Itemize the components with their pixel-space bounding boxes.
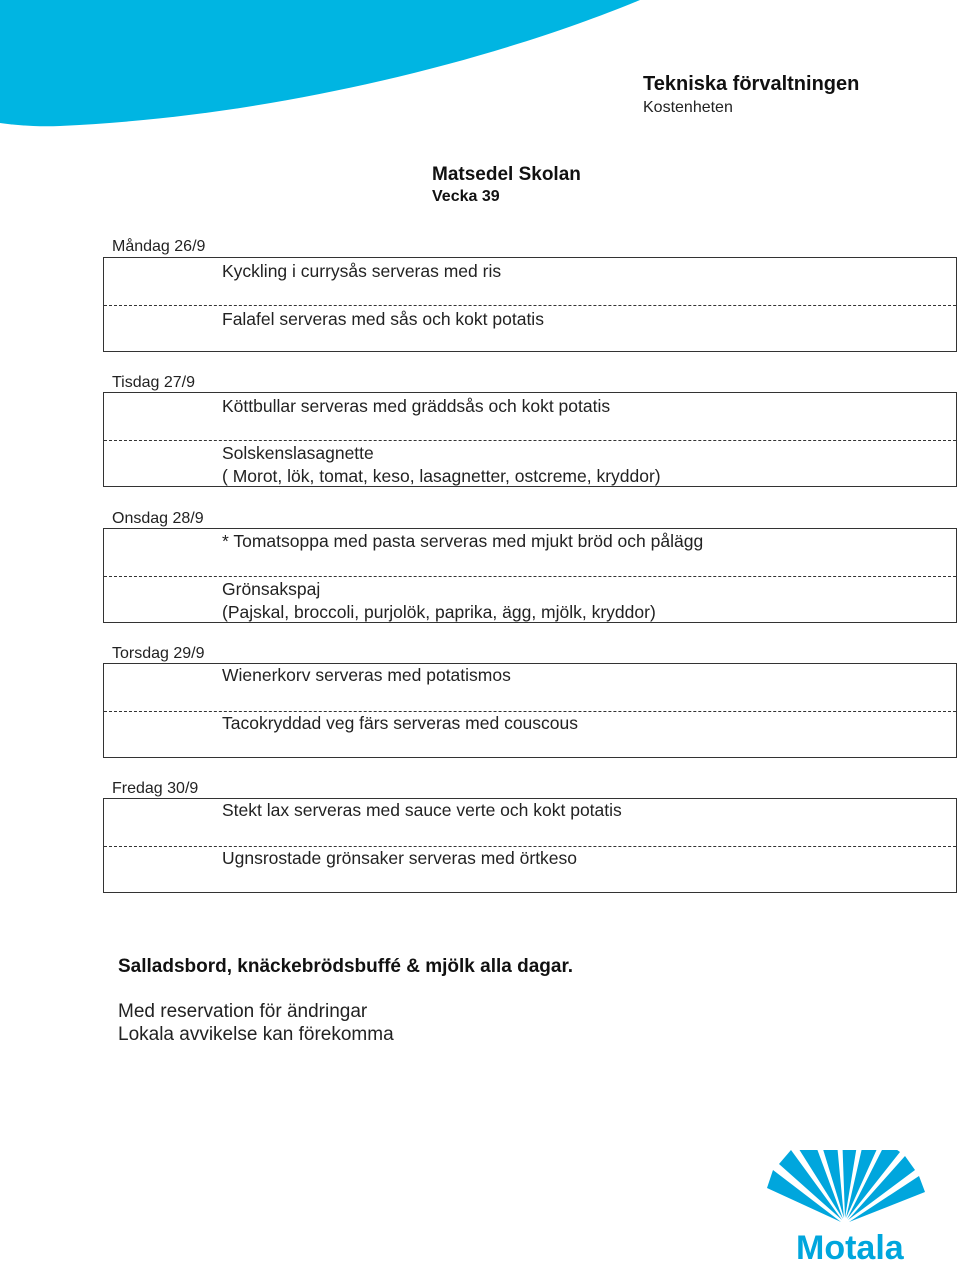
- page-title: Matsedel Skolan: [432, 164, 581, 185]
- footer-notes: [118, 955, 573, 1046]
- organization-name: Tekniska förvaltningen: [643, 73, 860, 95]
- day-box-wednesday: [103, 528, 957, 623]
- motala-logo-text: Motala: [796, 1229, 904, 1267]
- dish-divider: [104, 440, 956, 441]
- dish-main: * Tomatsoppa med pasta serveras med mjukt bröd och pålägg: [222, 531, 704, 551]
- day-box-friday: [103, 798, 957, 893]
- dish-main: Köttbullar serveras med gräddsås och kokt potatis: [222, 396, 611, 416]
- day-box-monday: [103, 257, 957, 352]
- dish-vegetarian: Falafel serveras med sås och kokt potatis: [222, 309, 544, 329]
- day-label-friday: Fredag 30/9: [112, 780, 199, 797]
- organization-block: [643, 72, 859, 120]
- day-label-monday: Måndag 26/9: [112, 238, 206, 255]
- dish-vegetarian: Grönsakspaj (Pajskal, broccoli, purjolök, paprika, ägg, mjölk, kryddor): [222, 579, 656, 622]
- day-box-tuesday: [103, 392, 957, 487]
- salad-bar-note: Salladsbord, knäckebrödsbuffé & mjölk alla dagar.: [118, 956, 574, 977]
- dish-divider: [104, 305, 956, 306]
- dish-main: Kyckling i currysås serveras med ris: [222, 261, 502, 281]
- day-label-wednesday: Onsdag 28/9: [112, 510, 204, 527]
- deviation-note: Lokala avvikelse kan förekomma: [118, 1024, 394, 1045]
- dish-main: Wienerkorv serveras med potatismos: [222, 665, 511, 685]
- day-label-tuesday: Tisdag 27/9: [112, 374, 196, 391]
- day-label-thursday: Torsdag 29/9: [112, 645, 205, 662]
- dish-divider: [104, 576, 956, 577]
- dish-main: Stekt lax serveras med sauce verte och kokt potatis: [222, 800, 622, 820]
- dish-vegetarian: Solskenslasagnette ( Morot, lök, tomat, keso, lasagnetter, ostcreme, kryddor): [222, 443, 661, 486]
- dish-vegetarian: Tacokryddad veg färs serveras med couscous: [222, 713, 578, 733]
- dish-vegetarian: Ugnsrostade grönsaker serveras med örtkeso: [222, 848, 578, 868]
- week-label: Vecka 39: [432, 188, 500, 205]
- day-box-thursday: [103, 663, 957, 758]
- reservation-note: Med reservation för ändringar: [118, 1001, 368, 1022]
- menu-heading: [432, 163, 581, 207]
- organization-unit: Kostenheten: [643, 99, 733, 116]
